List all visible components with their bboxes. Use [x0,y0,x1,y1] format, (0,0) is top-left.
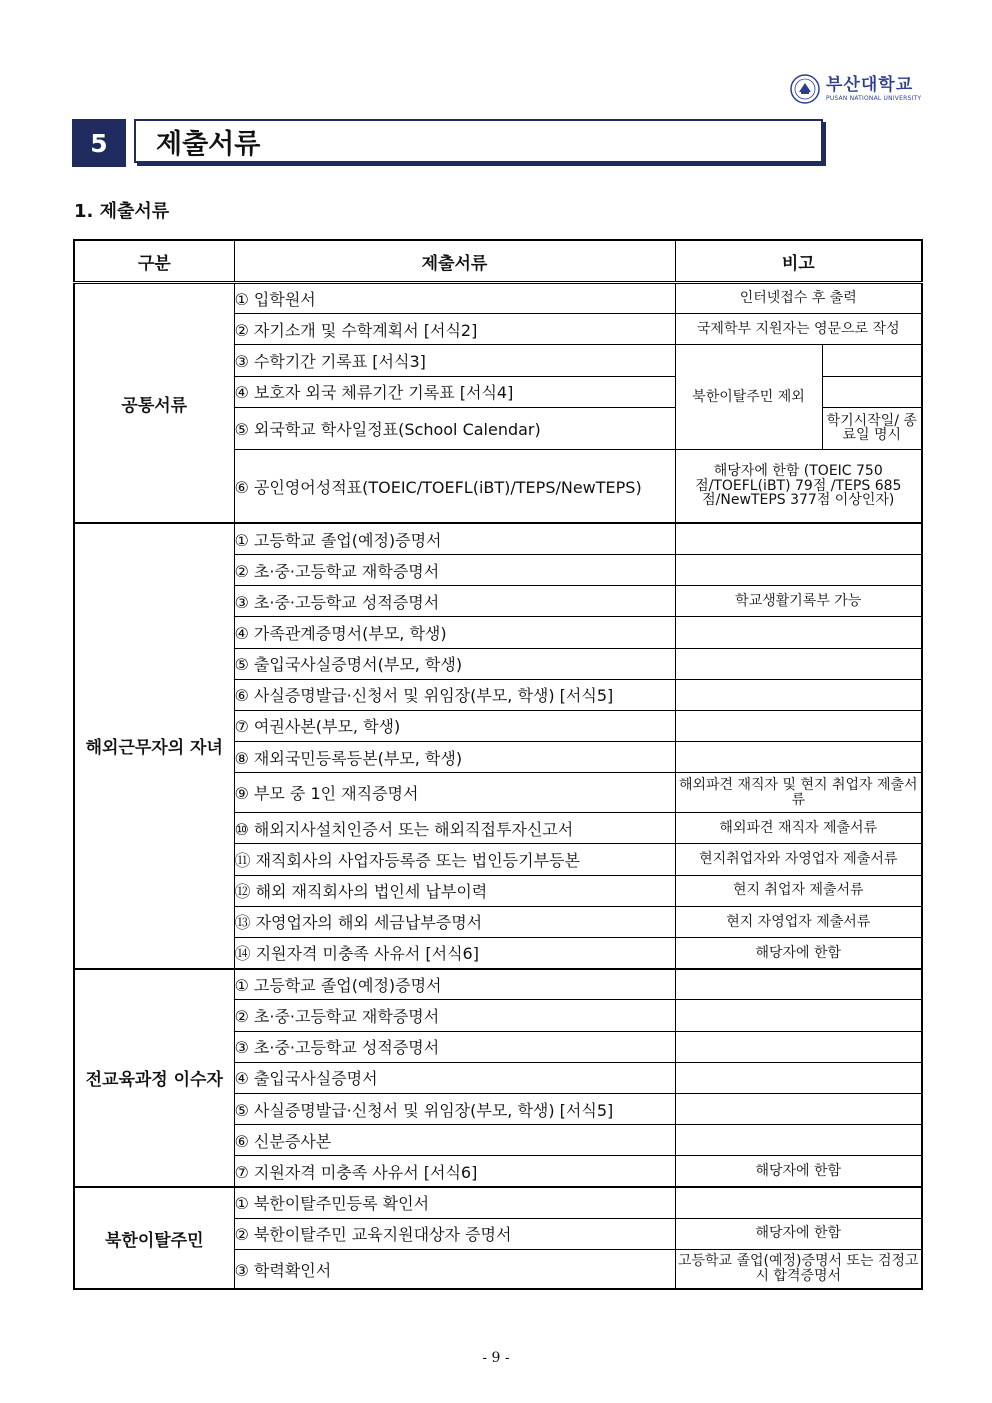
doc-cell: ⑤ 사실증명발급·신청서 및 위임장(부모, 학생) [서식5] [234,1093,675,1124]
doc-cell: ⑥ 사실증명발급·신청서 및 위임장(부모, 학생) [서식5] [234,679,675,710]
note-sub-cell: 학기시작일/ 종료일 명시 [822,407,922,449]
note-cell: 북한이탈주민 제외 [675,345,822,449]
doc-cell: ④ 출입국사실증명서 [234,1062,675,1093]
category-defector: 북한이탈주민 [74,1187,234,1289]
note-cell [675,648,922,679]
note-cell [675,617,922,648]
doc-cell: ⑥ 공인영어성적표(TOEIC/TOEFL(iBT)/TEPS/NewTEPS) [234,449,675,523]
doc-cell: ③ 초·중·고등학교 성적증명서 [234,586,675,617]
note-cell: 해외파견 재직자 제출서류 [675,813,922,844]
note-cell: 현지 취업자 제출서류 [675,875,922,906]
group-fullcourse [74,969,922,1187]
page-number: - 9 - [482,1350,510,1366]
note-cell [675,1125,922,1156]
note-cell [675,1031,922,1062]
note-cell [675,742,922,773]
note-cell [675,1062,922,1093]
note-cell: 고등학교 졸업(예정)증명서 또는 검정고시 합격증명서 [675,1249,922,1289]
doc-cell: ③ 학력확인서 [234,1249,675,1289]
table-row [74,523,922,554]
doc-cell: ① 입학원서 [234,283,675,314]
category-common: 공통서류 [74,283,234,524]
note-cell [675,1093,922,1124]
university-logo [790,72,921,106]
doc-cell: ① 북한이탈주민등록 확인서 [234,1187,675,1218]
doc-cell: ① 고등학교 졸업(예정)증명서 [234,523,675,554]
group-overseas [74,523,922,968]
note-cell [675,523,922,554]
note-cell: 해당자에 한함 [675,938,922,969]
note-cell: 현지취업자와 자영업자 제출서류 [675,844,922,875]
doc-cell: ④ 보호자 외국 체류기간 기록표 [서식4] [234,376,675,407]
note-cell [675,1000,922,1031]
subsection-title: 1. 제출서류 [74,201,170,222]
doc-cell: ② 북한이탈주민 교육지원대상자 증명서 [234,1218,675,1249]
doc-cell: ⑦ 여권사본(부모, 학생) [234,710,675,741]
header-category: 구분 [74,240,234,283]
header-documents: 제출서류 [234,240,675,283]
doc-cell: ⑨ 부모 중 1인 재직증명서 [234,773,675,813]
logo-english-name: PUSAN NATIONAL UNIVERSITY [826,94,922,102]
doc-cell: ② 자기소개 및 수학계획서 [서식2] [234,314,675,345]
doc-cell: ⑩ 해외지사설치인증서 또는 해외직접투자신고서 [234,813,675,844]
doc-cell: ③ 초·중·고등학교 성적증명서 [234,1031,675,1062]
group-defector [74,1187,922,1289]
note-cell: 해외파견 재직자 및 현지 취업자 제출서류 [675,773,922,813]
note-cell: 해당자에 한함 (TOEIC 750점/TOEFL(iBT) 79점 /TEPS 685점/NewTEPS 377점 이상인자) [675,449,922,523]
doc-cell: ⑪ 재직회사의 사업자등록증 또는 법인등기부등본 [234,844,675,875]
doc-cell: ⑦ 지원자격 미충족 사유서 [서식6] [234,1156,675,1187]
doc-cell: ⑭ 지원자격 미충족 사유서 [서식6] [234,938,675,969]
note-cell: 국제학부 지원자는 영문으로 작성 [675,314,922,345]
group-common [74,283,922,524]
doc-cell: ⑤ 외국학교 학사일정표(School Calendar) [234,407,675,449]
note-sub-cell [822,376,922,407]
table-row [74,969,922,1000]
documents-table [73,239,923,1290]
header-remarks: 비고 [675,240,922,283]
doc-cell: ⑫ 해외 재직회사의 법인세 납부이력 [234,875,675,906]
note-cell [675,554,922,585]
section-number: 5 [72,119,126,167]
doc-cell: ⑬ 자영업자의 해외 세금납부증명서 [234,906,675,937]
university-seal-icon [790,74,820,104]
category-fullcourse: 전교육과정 이수자 [74,969,234,1187]
note-cell [675,1187,922,1218]
section-title: 제출서류 [134,119,823,163]
note-cell: 해당자에 한함 [675,1218,922,1249]
doc-cell: ④ 가족관계증명서(부모, 학생) [234,617,675,648]
logo-name: 부산대학교 [826,74,914,95]
category-overseas: 해외근무자의 자녀 [74,523,234,968]
note-cell [675,710,922,741]
doc-cell: ⑧ 재외국민등록등본(부모, 학생) [234,742,675,773]
doc-cell: ③ 수학기간 기록표 [서식3] [234,345,675,376]
note-sub-cell [822,345,922,376]
note-cell: 학교생활기록부 가능 [675,586,922,617]
doc-cell: ② 초·중·고등학교 재학증명서 [234,1000,675,1031]
doc-cell: ⑥ 신분증사본 [234,1125,675,1156]
note-cell [675,969,922,1000]
note-cell: 해당자에 한함 [675,1156,922,1187]
table-row [74,1187,922,1218]
doc-cell: ⑤ 출입국사실증명서(부모, 학생) [234,648,675,679]
note-cell: 인터넷접수 후 출력 [675,283,922,314]
doc-cell: ② 초·중·고등학교 재학증명서 [234,554,675,585]
note-cell [675,679,922,710]
note-cell: 현지 자영업자 제출서류 [675,906,922,937]
doc-cell: ① 고등학교 졸업(예정)증명서 [234,969,675,1000]
